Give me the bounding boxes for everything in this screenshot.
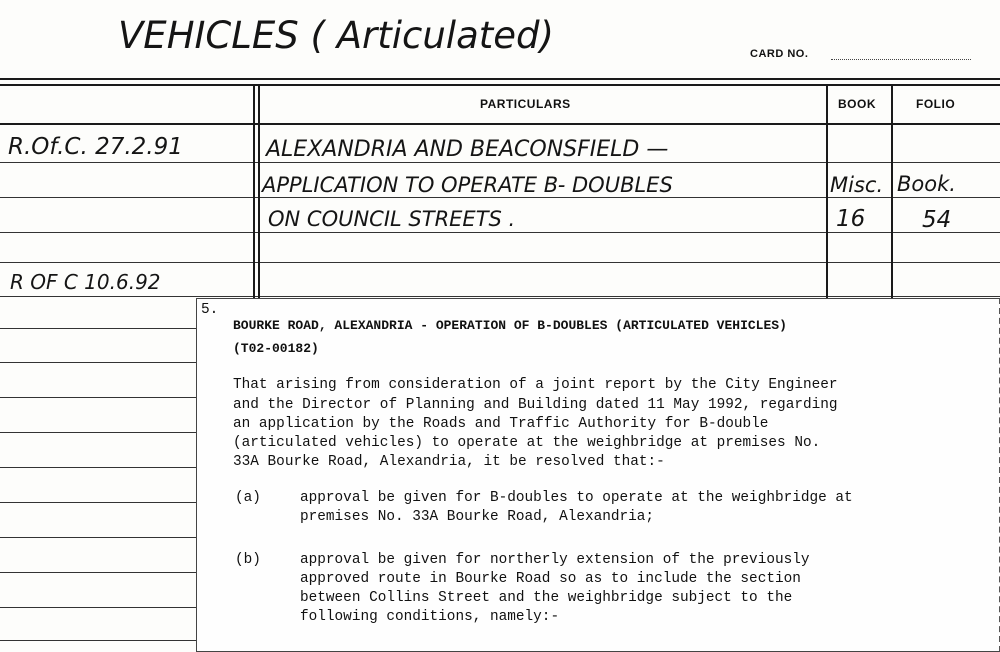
- entry-2-ref: R OF C 10.6.92: [10, 270, 161, 294]
- rule-left-3: [0, 397, 196, 398]
- card-no-label: CARD NO.: [750, 48, 809, 60]
- rule-row-2: [0, 197, 1000, 198]
- card-title: VEHICLES ( Articulated): [118, 14, 554, 57]
- clipping-heading-line-1: BOURKE ROAD, ALEXANDRIA - OPERATION OF B-DOUBLES (ARTICULATED VEHICLES): [233, 318, 787, 333]
- entry-1-book-2: 16: [836, 206, 866, 232]
- rule-row-5: [0, 296, 1000, 297]
- clipping-para-line-1: That arising from consideration of a joint report by the City Engineer: [233, 377, 838, 393]
- pasted-resolution-clipping: [196, 298, 1000, 652]
- clipping-item-a-label: (a): [235, 490, 261, 506]
- clipping-para-line-4: (articulated vehicles) to operate at the weighbridge at premises No.: [233, 435, 821, 451]
- rule-left-2: [0, 362, 196, 363]
- rule-row-1: [0, 162, 1000, 163]
- clipping-para-line-2: and the Director of Planning and Building dated 11 May 1992, regarding: [233, 397, 838, 413]
- clipping-item-b-line-4: following conditions, namely:-: [300, 609, 560, 625]
- clipping-item-b-line-3: between Collins Street and the weighbridge subject to the: [300, 590, 793, 606]
- clipping-para-line-5: 33A Bourke Road, Alexandria, it be resolved that:-: [233, 454, 665, 470]
- rule-top-1: [0, 78, 1000, 80]
- clipping-item-b-label: (b): [235, 552, 261, 568]
- clipping-item-number: 5.: [201, 302, 219, 318]
- col-line-particulars: [253, 84, 255, 298]
- header-book: BOOK: [838, 97, 876, 111]
- rule-left-7: [0, 537, 196, 538]
- clipping-item-b-line-2: approved route in Bourke Road so as to include the section: [300, 571, 801, 587]
- rule-left-9: [0, 607, 196, 608]
- rule-header-bottom: [0, 123, 1000, 125]
- entry-1-book-1: Misc.: [830, 173, 884, 197]
- entry-1-line-1: ALEXANDRIA AND BEACONSFIELD —: [266, 137, 669, 162]
- rule-left-5: [0, 467, 196, 468]
- clipping-para-line-3: an application by the Roads and Traffic Authority for B-double: [233, 416, 769, 432]
- entry-1-folio-2: 54: [922, 207, 952, 233]
- rule-row-3: [0, 232, 1000, 233]
- header-folio: FOLIO: [916, 97, 956, 111]
- entry-1-folio-1: Book.: [897, 172, 956, 196]
- clipping-item-b-line-1: approval be given for northerly extension of the previously: [300, 552, 810, 568]
- clipping-item-a-line-2: premises No. 33A Bourke Road, Alexandria;: [300, 509, 655, 525]
- rule-left-8: [0, 572, 196, 573]
- card-no-field: [831, 59, 971, 60]
- rule-left-4: [0, 432, 196, 433]
- entry-1-ref: R.Of.C. 27.2.91: [8, 134, 183, 160]
- col-line-book: [826, 84, 828, 298]
- col-line-folio: [891, 84, 893, 298]
- entry-1-line-3: ON COUNCIL STREETS .: [268, 207, 516, 231]
- entry-1-line-2: APPLICATION TO OPERATE B- DOUBLES: [262, 173, 673, 197]
- header-particulars: PARTICULARS: [480, 97, 571, 111]
- rule-left-6: [0, 502, 196, 503]
- clipping-heading-line-2: (T02-00182): [233, 341, 319, 356]
- rule-left-1: [0, 328, 196, 329]
- rule-top-2: [0, 84, 1000, 86]
- col-line-particulars-2: [258, 84, 260, 298]
- clipping-item-a-line-1: approval be given for B-doubles to operate at the weighbridge at: [300, 490, 853, 506]
- rule-left-10: [0, 640, 196, 641]
- rule-row-4: [0, 262, 1000, 263]
